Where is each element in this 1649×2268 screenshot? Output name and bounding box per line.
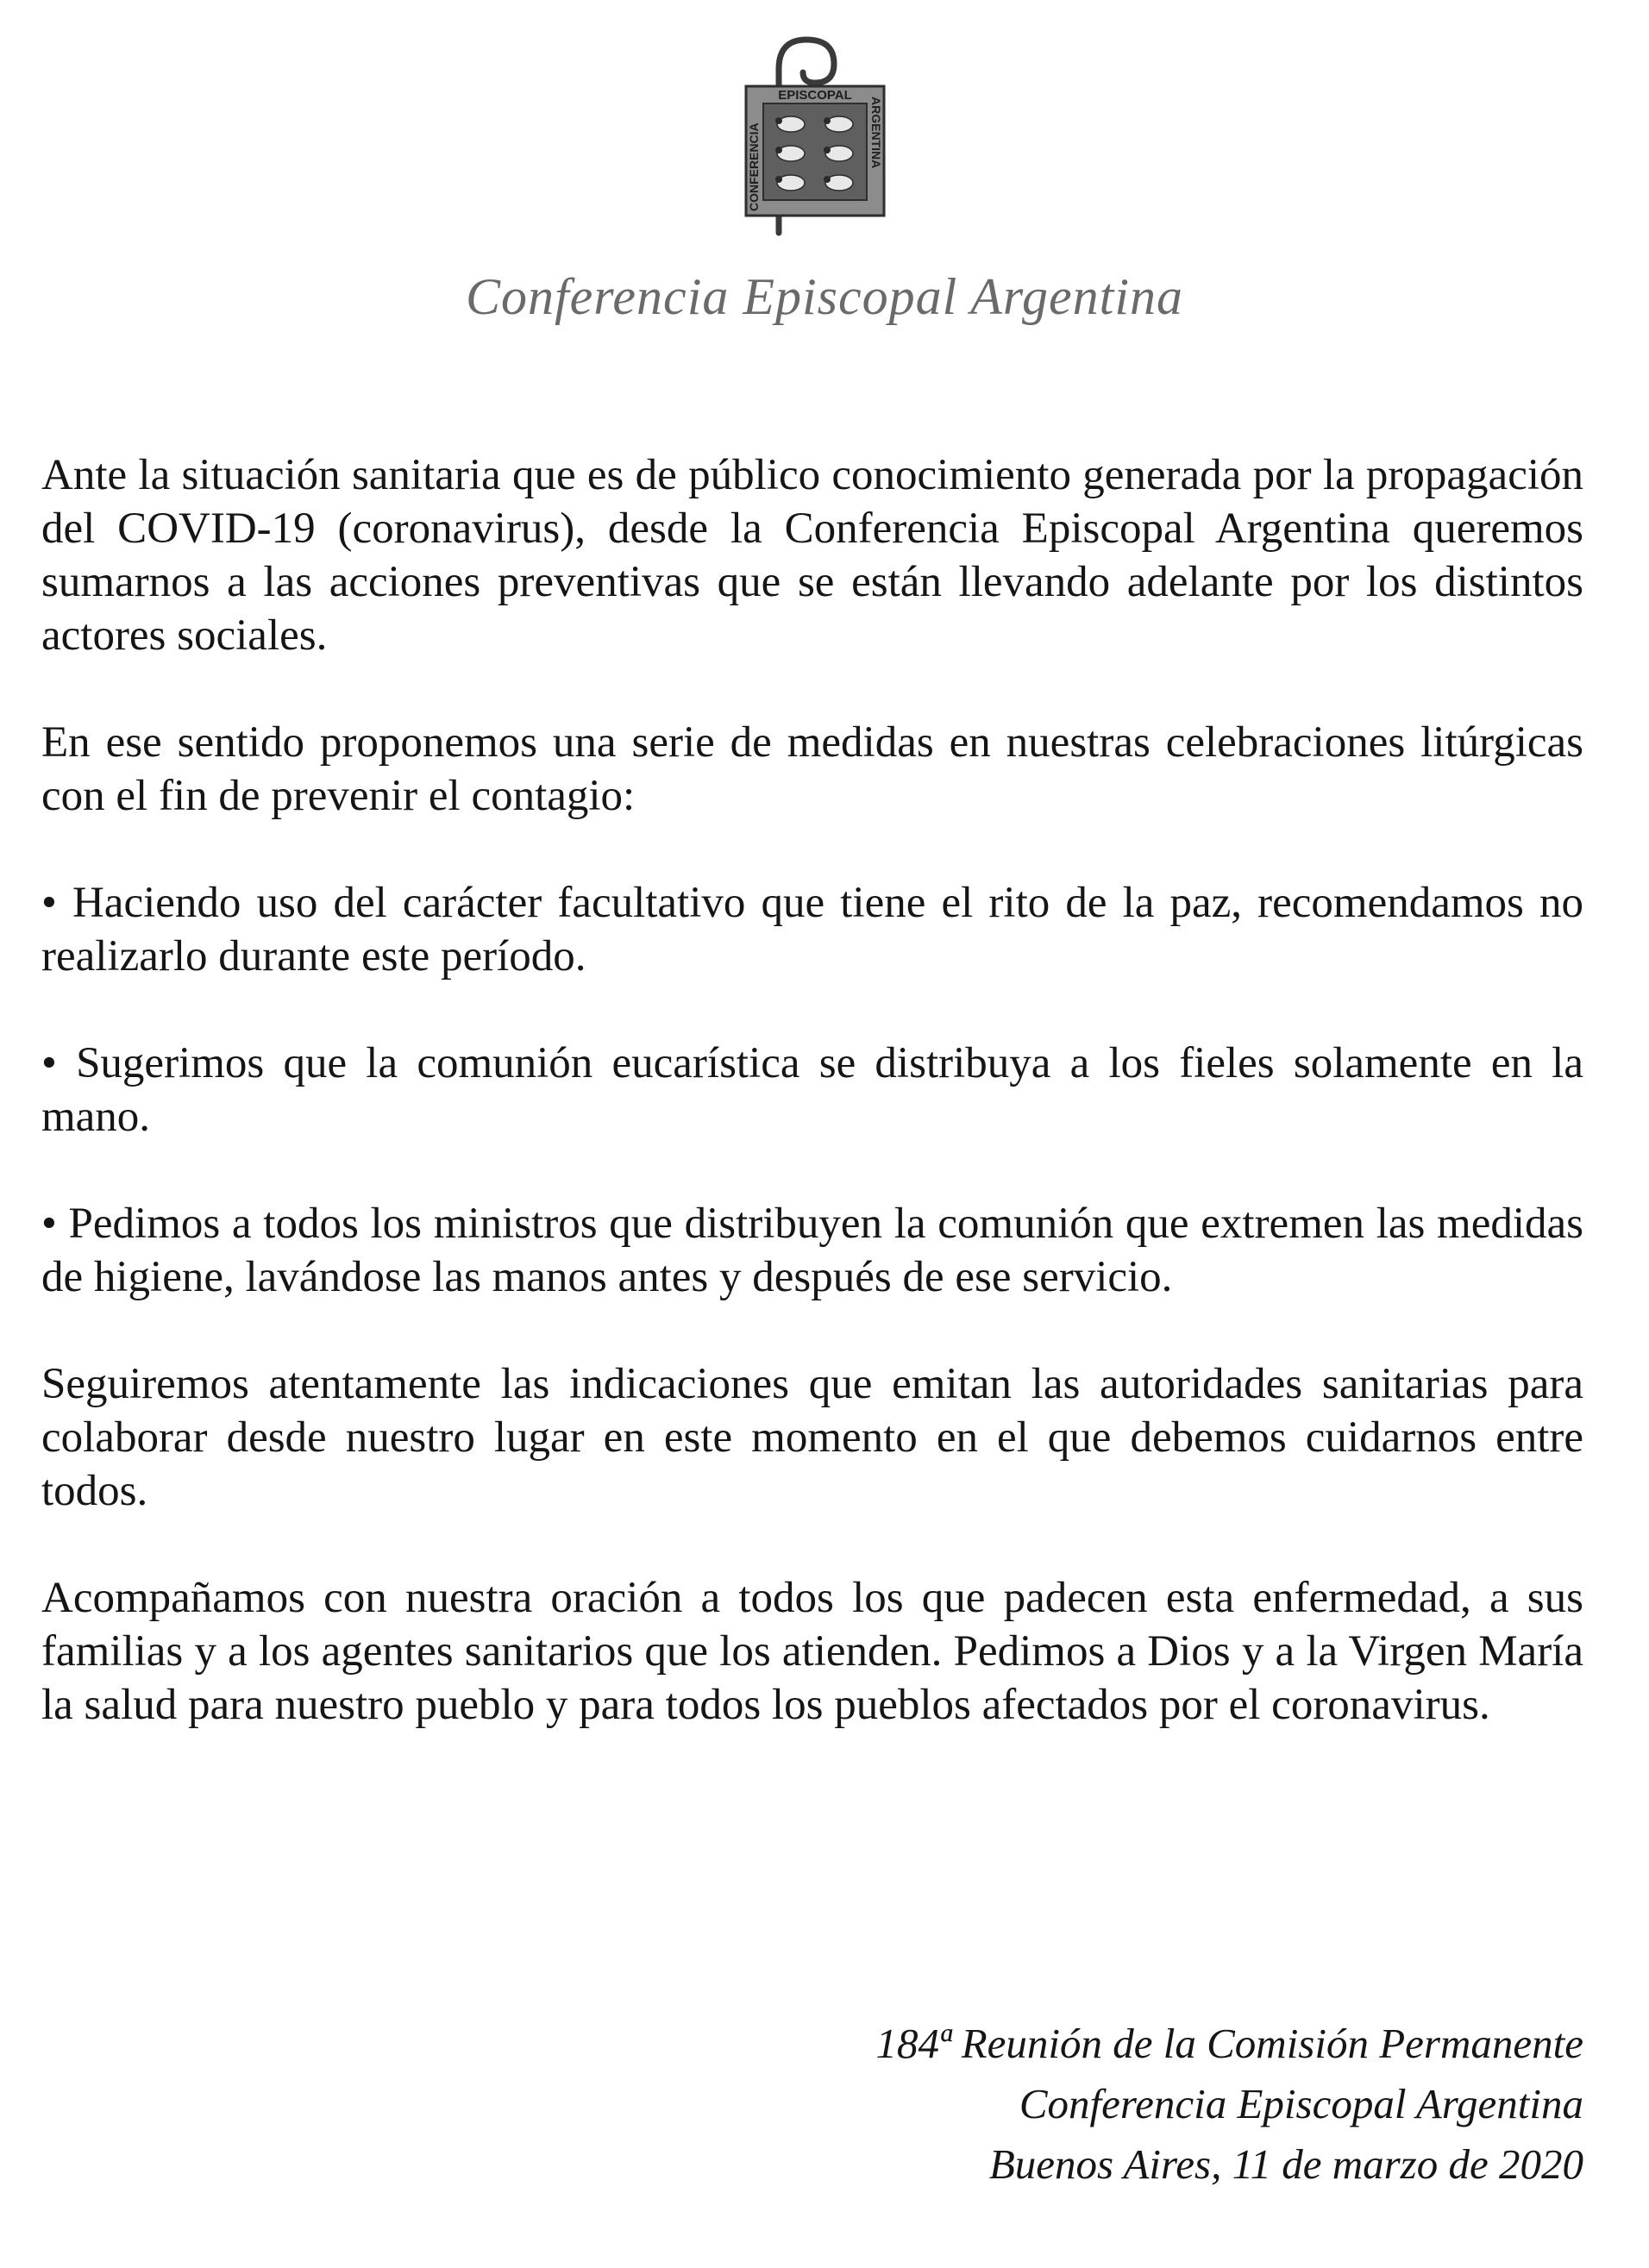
bullet-item: • Pedimos a todos los ministros que distribuyen la comunión que extremen las medidas de higiene, lavándose las manos antes y después de ese servicio.	[41, 1200, 1583, 1301]
paragraph: En ese sentido proponemos una serie de medidas en nuestras celebraciones litúrgicas con el fin de prevenir el contagio:	[41, 718, 1583, 820]
episcopal-crest-icon	[729, 34, 901, 241]
brand-name: Conferencia Episcopal Argentina	[465, 268, 1183, 325]
logo-text-left: CONFERENCIA	[747, 122, 761, 211]
signature-place-date: Buenos Aires, 11 de marzo de 2020	[988, 2140, 1583, 2188]
paragraph: Acompañamos con nuestra oración a todos los que padecen esta enfermedad, a sus familias y a los agentes sanitarios que los atienden. Pedimos a Dios y a la Virgen María la salud para nuestro pueblo y para todos los pueblos afectados por el coronavirus.	[41, 1574, 1583, 1729]
paragraph: Ante la situación sanitaria que es de público conocimiento generada por la propagación del COVID-19 (coronavirus), desde la Conferencia Episcopal Argentina queremos sumarnos a las acciones preventivas que se están llevando adelante por los distintos actores sociales.	[41, 451, 1583, 660]
statement-body	[41, 448, 1583, 1732]
bullet-item: • Sugerimos que la comunión eucarística se distribuya a los fieles solamente en la mano.	[41, 1039, 1583, 1141]
signature-organization: Conferencia Episcopal Argentina	[1019, 2080, 1583, 2127]
logo-text-right: ARGENTINA	[869, 97, 883, 169]
paragraph: Seguiremos atentamente las indicaciones que emitan las autoridades sanitarias para colaborar desde nuestro lugar en este momento en el que debemos cuidarnos entre todos.	[41, 1360, 1583, 1515]
logo-text-top: EPISCOPAL	[778, 88, 852, 103]
signature-block	[635, 2014, 1583, 2195]
bullet-item: • Haciendo uso del carácter facultativo que tiene el rito de la paz, recomendamos no realizarlo durante este período.	[41, 879, 1583, 981]
signature-meeting: 184ª Reunión de la Comisión Permanente	[875, 2020, 1583, 2067]
